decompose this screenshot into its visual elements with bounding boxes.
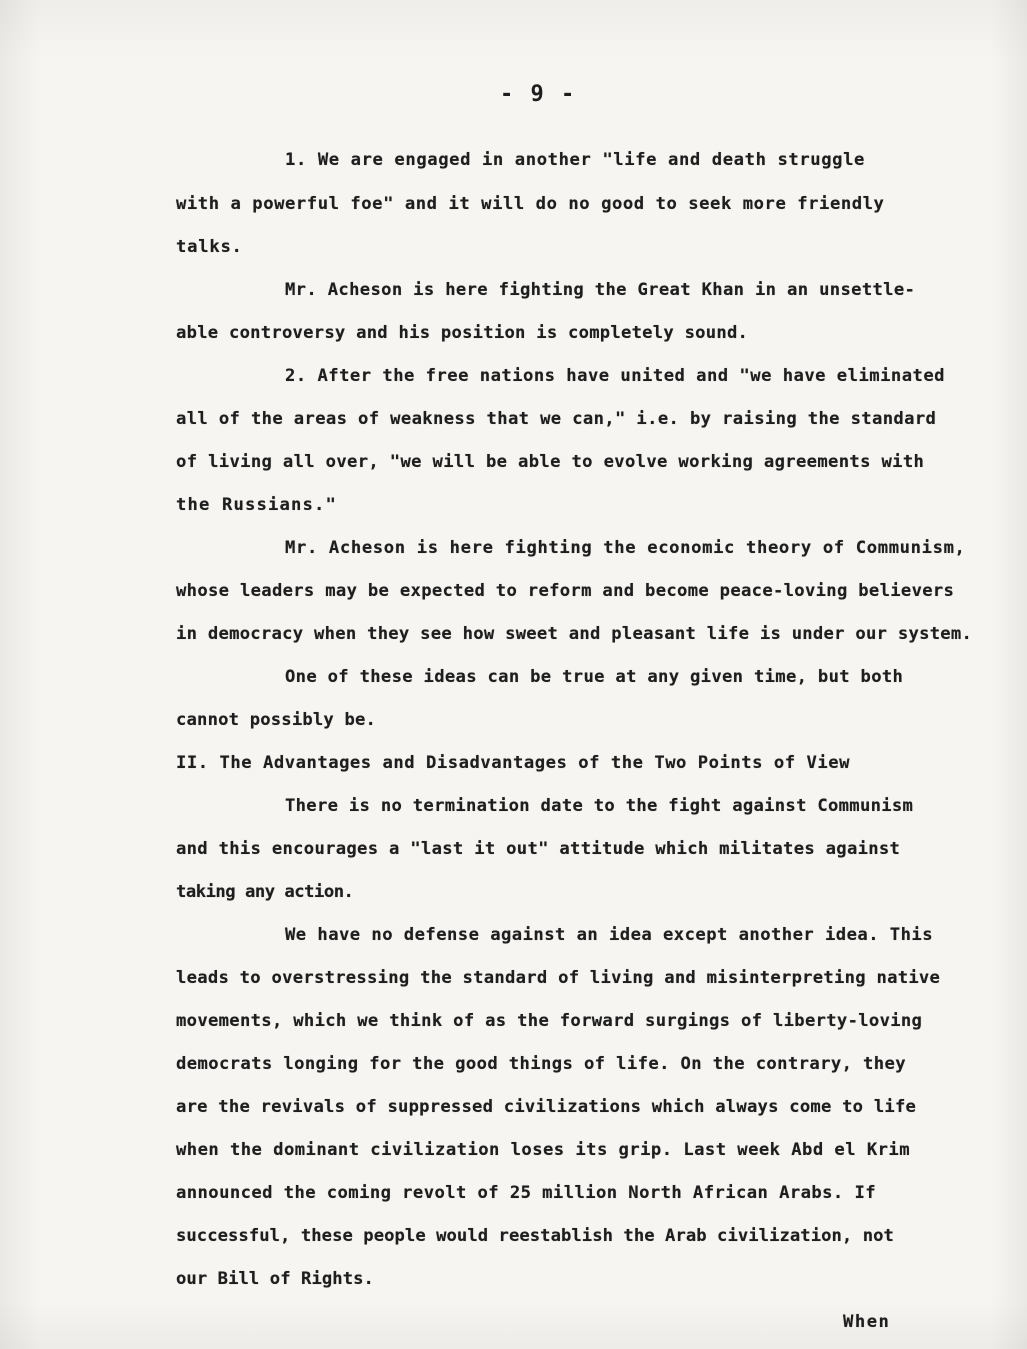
text-line: taking any action. xyxy=(176,882,354,902)
text-line: We have no defense against an idea except another idea. This xyxy=(285,925,933,945)
text-line: leads to overstressing the standard of living and misinterpreting native xyxy=(176,968,941,988)
text-line: when the dominant civilization loses its grip. Last week Abd el Krim xyxy=(176,1140,910,1160)
text-line: talks. xyxy=(176,237,243,257)
text-line: 1. We are engaged in another "life and death struggle xyxy=(285,150,865,170)
text-line: democrats longing for the good things of life. On the contrary, they xyxy=(176,1054,906,1074)
text-line: and this encourages a "last it out" attitude which militates against xyxy=(176,839,901,859)
text-line: cannot possibly be. xyxy=(176,710,377,730)
text-line: Mr. Acheson is here fighting the Great Khan in an unsettle- xyxy=(285,280,916,300)
text-line: Mr. Acheson is here fighting the economic theory of Communism, xyxy=(285,538,966,558)
text-line: whose leaders may be expected to reform and become peace-loving believers xyxy=(176,581,955,601)
text-line: our Bill of Rights. xyxy=(176,1269,374,1289)
catchword: When xyxy=(843,1312,891,1332)
text-line: are the revivals of suppressed civilizations which always come to life xyxy=(176,1097,917,1117)
text-line: of living all over, "we will be able to evolve working agreements with xyxy=(176,452,925,472)
text-line: in democracy when they see how sweet and pleasant life is under our system. xyxy=(176,624,973,644)
text-line: announced the coming revolt of 25 million North African Arabs. If xyxy=(176,1183,876,1203)
section-heading: II. The Advantages and Disadvantages of the Two Points of View xyxy=(176,753,850,773)
text-line: There is no termination date to the fight against Communism xyxy=(285,796,914,816)
text-line: movements, which we think of as the forward surgings of liberty-loving xyxy=(176,1011,923,1031)
text-line: able controversy and his position is completely sound. xyxy=(176,323,749,343)
text-line: with a powerful foe" and it will do no good to seek more friendly xyxy=(176,194,885,214)
text-line: all of the areas of weakness that we can," i.e. by raising the standard xyxy=(176,409,937,429)
text-line: One of these ideas can be true at any given time, but both xyxy=(285,667,904,687)
page-number: - 9 - xyxy=(500,82,577,107)
text-line: the Russians." xyxy=(176,495,338,515)
text-line: 2. After the free nations have united and "we have eliminated xyxy=(285,366,945,386)
text-line: successful, these people would reestablish the Arab civilization, not xyxy=(176,1226,894,1246)
